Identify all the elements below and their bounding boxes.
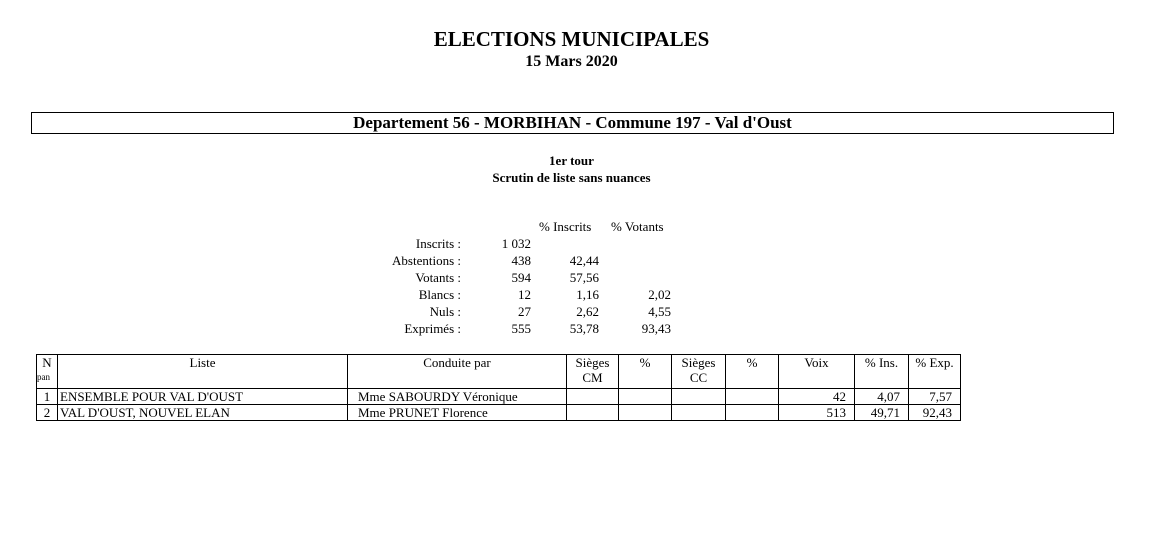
cell-sieges-cm [567,389,619,405]
stat-value: 12 [518,287,531,302]
stat-value: 594 [511,270,531,285]
table-row [37,405,961,421]
stat-pct-votants: 2,02 [648,287,671,302]
stat-pct-inscrits: 57,56 [569,270,599,285]
cell-pct-exp: 7,57 [909,389,961,405]
stat-label: Inscrits : [415,236,461,251]
cell-voix: 42 [779,389,855,405]
cell-liste: ENSEMBLE POUR VAL D'OUST [58,389,348,405]
table-row [37,389,961,405]
stat-label: Votants : [415,270,461,285]
cell-pct-cc [726,405,779,421]
col-conduite: Conduite par [348,355,567,389]
cell-pct-exp: 92,43 [909,405,961,421]
stat-pct-inscrits: 1,16 [576,287,599,302]
col-sieges-cm-label: Sièges [575,355,610,370]
col-n [37,355,58,389]
stat-pct-inscrits: 42,44 [569,253,599,268]
cell-pct-cm [619,389,672,405]
ballot-type: Scrutin de liste sans nuances [492,170,651,185]
col-voix: Voix [779,355,855,389]
col-sieges-cm [567,355,619,389]
cell-voix: 513 [779,405,855,421]
stat-label: Blancs : [418,287,461,302]
col-pct-exp: % Exp. [909,355,961,389]
cell-n: 2 [37,405,58,421]
col-liste: Liste [58,355,348,389]
results-table [36,354,961,421]
cell-conduite: Mme SABOURDY Véronique [348,389,567,405]
stat-value: 27 [518,304,531,319]
cell-sieges-cc [672,389,726,405]
stat-pct-inscrits: 2,62 [576,304,599,319]
col-pct-cm: % [619,355,672,389]
stat-label: Nuls : [429,304,461,319]
pct-inscrits-header: % Inscrits [539,219,592,234]
stat-label: Abstentions : [392,253,461,268]
stat-pct-votants: 93,43 [641,321,671,336]
cell-pct-ins: 4,07 [855,389,909,405]
col-n-label: N [42,355,52,370]
cell-pct-cm [619,405,672,421]
results-header-row [37,355,961,389]
cell-conduite: Mme PRUNET Florence [348,405,567,421]
stat-pct-votants: 4,55 [648,304,671,319]
cell-pct-cc [726,389,779,405]
stat-pct-inscrits: 53,78 [569,321,599,336]
stat-value: 438 [511,253,531,268]
cell-sieges-cc [672,405,726,421]
stat-value: 1 032 [501,236,531,251]
page-title: ELECTIONS MUNICIPALES [433,27,710,51]
col-cm-label: CM [582,370,603,385]
col-sieges-cc-label: Sièges [681,355,716,370]
col-cc-label: CC [689,370,708,385]
col-pan-label: pan [37,372,50,382]
col-pct-ins: % Ins. [855,355,909,389]
cell-sieges-cm [567,405,619,421]
stat-label: Exprimés : [404,321,461,336]
col-pct-cc: % [726,355,779,389]
col-sieges-cc [672,355,726,389]
commune-banner: Departement 56 - MORBIHAN - Commune 197 - Val d'Oust [31,112,1114,134]
round-label: 1er tour [549,153,594,168]
pct-votants-header: % Votants [611,219,664,234]
cell-pct-ins: 49,71 [855,405,909,421]
cell-n: 1 [37,389,58,405]
election-date: 15 Mars 2020 [525,53,618,70]
cell-liste: VAL D'OUST, NOUVEL ELAN [58,405,348,421]
stat-value: 555 [511,321,531,336]
